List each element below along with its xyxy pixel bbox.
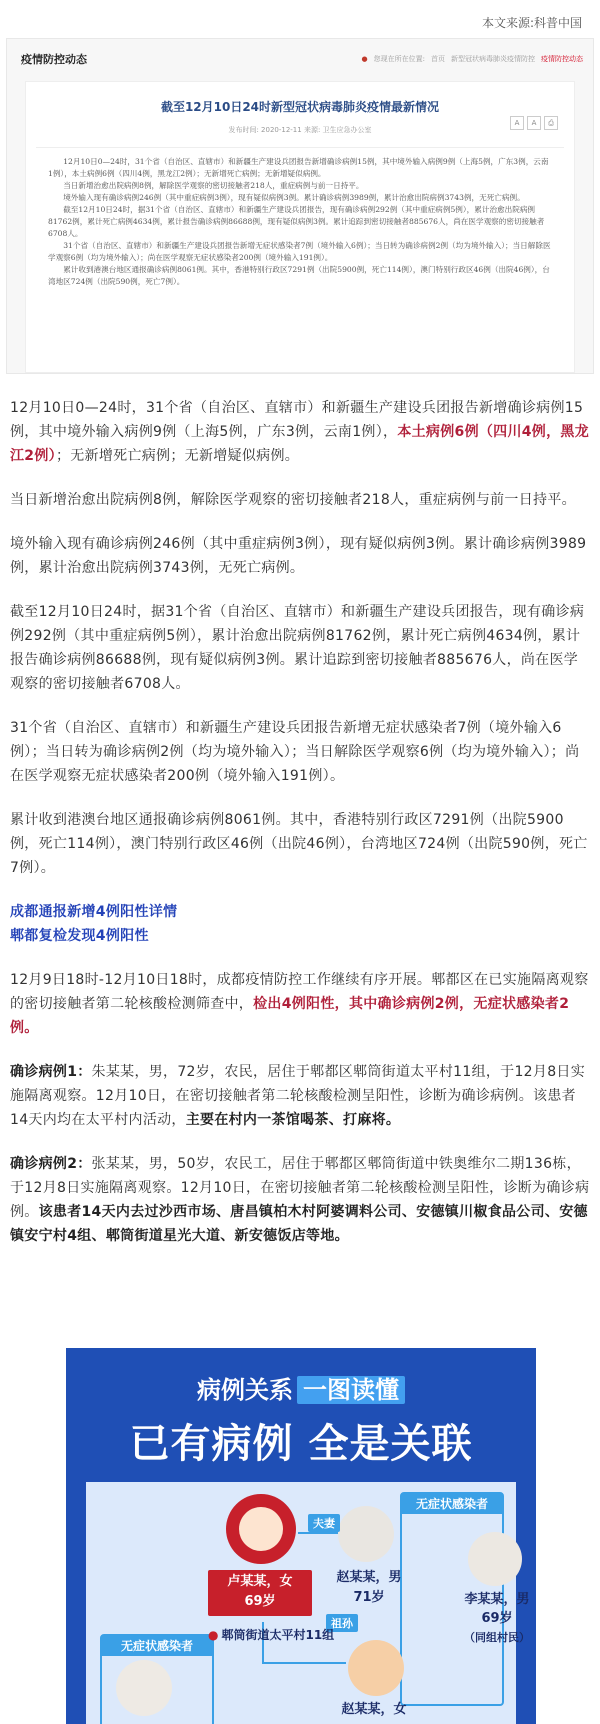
notice-card [25, 81, 575, 373]
notice-body [26, 156, 574, 288]
breadcrumb-current[interactable]: 疫情防控动态 [541, 55, 583, 63]
embedded-screenshot [6, 38, 594, 374]
paragraph-hmt: 累计收到港澳台地区通报确诊病例8061例。其中，香港特别行政区7291例（出院5900例，死亡114例），澳门特别行政区46例（出院46例），台湾地区724例（出院590例，死亡7例）。 [10, 812, 588, 876]
notice-paragraph: 当日新增治愈出院病例8例，解除医学观察的密切接触者218人，重症病例与前一日持平。 [63, 181, 364, 190]
relation-label-spouse: 夫妻 [308, 1514, 340, 1532]
person-avatar-icon [348, 1640, 404, 1696]
article-source: 本文来源:科普中国 [481, 16, 582, 30]
case1-highlight: 主要在村内一茶馆喝茶、打麻将。 [185, 1112, 401, 1128]
paragraph-asymptomatic: 31个省（自治区、直辖市）和新疆生产建设兵团报告新增无症状感染者7例（境外输入6例）；当日转为确诊病例2例（均为境外输入）；当日解除医学观察6例（均为境外输入）；尚在医学观察无症状感染者200例（境外输入191例）。 [10, 720, 580, 784]
case1-label: 确诊病例1： [10, 1064, 92, 1080]
paragraph-imported: 境外输入现有确诊病例246例（其中重症病例3例），现有疑似病例3例。累计确诊病例3989例，累计治愈出院病例3743例，无死亡病例。 [10, 536, 587, 576]
breadcrumb-topic[interactable]: 新型冠状病毒肺炎疫情防控 [451, 55, 535, 63]
location-pin-icon: ● [361, 55, 368, 63]
notice-paragraph: 截至12月10日24时，据31个省（自治区、直辖市）和新疆生产建设兵团报告，现有确诊病例292例（其中重症病例5例），累计治愈出院病例81762例，累计死亡病例4634例，累计报告确诊病例86688例，现有疑似病例3例。累计追踪到密切接触者885676人，尚在医学观察的密切接触者6708人。 [48, 205, 545, 238]
person1-name: 卢某某，女 [227, 1574, 293, 1589]
font-increase-button[interactable]: A [510, 116, 524, 130]
person1-label [208, 1570, 312, 1616]
paragraph-recoveries: 当日新增治愈出院病例8例，解除医学观察的密切接触者218人，重症病例与前一日持平。 [10, 492, 576, 508]
infographic-subheadline: 已有病例 全是关联 [129, 1421, 473, 1467]
person3-age: 69岁 [481, 1611, 513, 1626]
print-icon[interactable]: ⎙ [544, 116, 558, 130]
font-decrease-button[interactable]: A [527, 116, 541, 130]
infographic-headline [66, 1370, 536, 1405]
person-avatar-icon [338, 1506, 394, 1562]
paragraph-case1 [10, 1060, 590, 1132]
person2-name: 赵某某，男 [336, 1570, 402, 1585]
section-title: 疫情防控动态 [21, 53, 87, 66]
person3-name: 李某某，男 [464, 1592, 530, 1607]
text-span: ；无新增死亡病例；无新增疑似病例。 [55, 448, 300, 464]
address-label [208, 1626, 334, 1643]
notice-paragraph: 31个省（自治区、直辖市）和新疆生产建设兵团报告新增无症状感染者7例（境外输入6例）；当日转为确诊病例2例（均为境外输入）；当日解除医学观察6例（均为境外输入）；尚在医学观察无症状感染者200例（境外输入191例）。 [48, 241, 551, 262]
paragraph-case2 [10, 1152, 590, 1248]
asymptomatic-tag: 无症状感染者 [402, 1494, 502, 1514]
address-text: 郫筒街道太平村11组 [221, 1628, 335, 1642]
notice-meta: 发布时间: 2020-12-11 来源: 卫生应急办公室 [228, 126, 372, 134]
font-tools [510, 116, 558, 130]
article-body [0, 396, 600, 1248]
case2-label: 确诊病例2： [10, 1156, 92, 1172]
person2-label [324, 1568, 414, 1608]
highlight-local-cases: 本土病例6例（四川4例，黑龙江2例） [10, 424, 590, 464]
text-span: 12月10日0—24时，31个省（自治区、直辖市）和新疆生产建设兵团报告新增确诊病例15例，其中境外输入病例9例（上海5例，广东3例，云南1例）， [10, 400, 584, 440]
person3-label [454, 1590, 536, 1647]
person-avatar-icon [226, 1494, 296, 1564]
text-span: 朱某某，男，72岁，农民，居住于郫都区郫筒街道太平村11组，于12月8日实施隔离观察。12月10日，在密切接触者第二轮核酸检测呈阳性，诊断为确诊病例。该患者14天内均在太平村内活动， [10, 1064, 585, 1128]
person2-age: 71岁 [353, 1590, 385, 1605]
breadcrumb-home[interactable]: 首页 [431, 55, 445, 63]
relationship-diagram [86, 1482, 530, 1724]
case-relationship-infographic [66, 1348, 536, 1724]
highlight-positives: 检出4例阳性，其中确诊病例2例，无症状感染者2例。 [10, 996, 570, 1036]
headline-highlight: 一图读懂 [297, 1376, 405, 1404]
link-pidu-retest[interactable]: 郫都复检发现4例阳性 [10, 928, 149, 944]
relation-label-grand: 祖孙 [326, 1614, 358, 1632]
person-avatar-icon [116, 1660, 172, 1716]
person1-age: 69岁 [244, 1594, 276, 1609]
text-span: 12月9日18时-12月10日18时，成都疫情防控工作继续有序开展。郫都区在已实施隔离观察的密切接触者第二轮核酸检测筛查中， [10, 972, 589, 1012]
connector-line [298, 1532, 338, 1534]
paragraph-cumulative: 截至12月10日24时，据31个省（自治区、直辖市）和新疆生产建设兵团报告，现有确诊病例292例（其中重症病例5例），累计治愈出院病例81762例，累计死亡病例4634例，累计报告确诊病例86688例，现有疑似病例3例。累计追踪到密切接触者885676人，尚在医学观察的密切接触者6708人。 [10, 604, 585, 692]
headline-text: 病例关系 [197, 1376, 293, 1404]
notice-paragraph: 累计收到港澳台地区通报确诊病例8061例。其中，香港特别行政区7291例（出院5900例，死亡114例），澳门特别行政区46例（出院46例），台湾地区724例（出院590例，死亡7例）。 [48, 265, 550, 286]
connector-line [262, 1662, 346, 1664]
paragraph-new-cases [10, 396, 590, 468]
location-pin-icon: ● [208, 1628, 219, 1642]
divider [36, 147, 564, 148]
breadcrumb [362, 54, 583, 64]
link-chengdu-report[interactable]: 成都通报新增4例阳性详情 [10, 904, 178, 920]
text-span: 张某某，男，50岁，农民工，居住于郫都区郫筒街道中铁奥维尔二期136栋，于12月8日实施隔离观察。12月10日，在密切接触者第二轮核酸检测呈阳性，诊断为确诊病例。 [10, 1156, 590, 1220]
breadcrumb-prefix: 您现在所在位置: [373, 55, 425, 63]
paragraph-chengdu [10, 968, 590, 1040]
asymptomatic-tag: 无症状感染者 [102, 1636, 212, 1656]
person3-note: （同组村民） [464, 1631, 530, 1644]
person-avatar-icon [468, 1532, 522, 1586]
case2-highlight: 该患者14天内去过沙西市场、唐昌镇柏木村阿婆调料公司、安德镇川椒食品公司、安德镇安宁村4组、郫筒街道星光大道、新安德饭店等地。 [10, 1204, 588, 1244]
person4-name: 赵某某，女 [341, 1702, 407, 1717]
notice-paragraph: 境外输入现有确诊病例246例（其中重症病例3例），现有疑似病例3例。累计确诊病例3989例，累计治愈出院病例3743例，无死亡病例。 [63, 193, 525, 202]
notice-paragraph: 12月10日0—24时，31个省（自治区、直辖市）和新疆生产建设兵团报告新增确诊病例15例，其中境外输入病例9例（上海5例，广东3例，云南1例），本土病例6例（四川4例，黑龙江2例）；无新增死亡病例；无新增疑似病例。 [48, 157, 549, 178]
notice-title: 截至12月10日24时新型冠状病毒肺炎疫情最新情况 [160, 100, 440, 114]
